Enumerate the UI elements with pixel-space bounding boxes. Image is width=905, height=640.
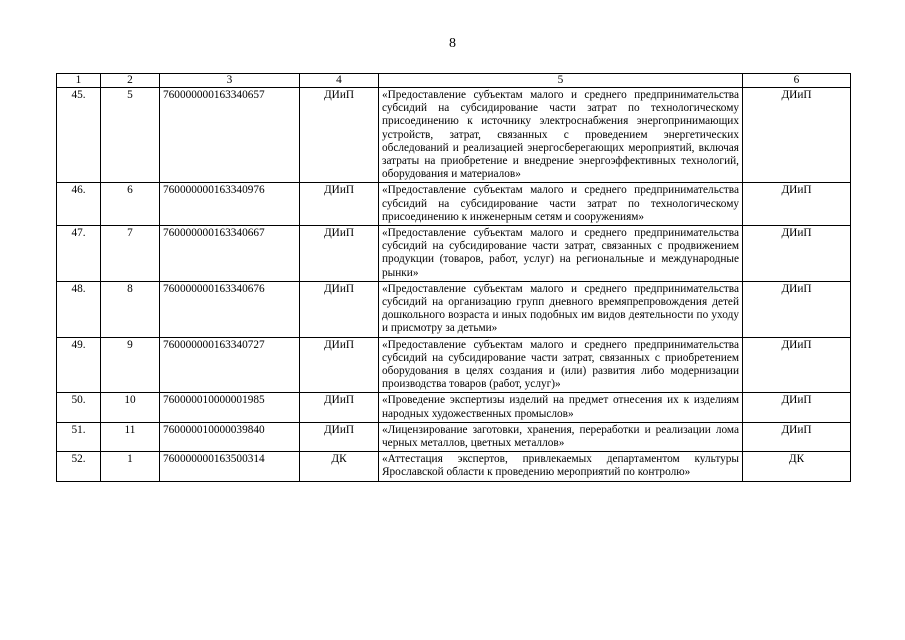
row-index: 5 [101,88,160,183]
department: ДИиП [300,337,379,393]
responsible-department: ДИиП [743,88,851,183]
row-number: 45. [57,88,101,183]
row-index: 10 [101,393,160,422]
department: ДИиП [300,88,379,183]
header-col-1: 1 [57,74,101,88]
row-number: 51. [57,422,101,451]
department: ДИиП [300,183,379,226]
responsible-department: ДИиП [743,183,851,226]
service-name: «Предоставление субъектам малого и среднего предпринимательства субсидий на субсидирование части затрат по технологическому присоединению к источнику электроснабжения энергопринимающих устройств, затрат, связанных с проведением энергетических обследований и реализацией энергосберегающих мероприятий, включая затраты на приобретение и внедрение энергоэффективных технологий, оборудования и материалов» [379,88,743,183]
service-name: «Проведение экспертизы изделий на предмет отнесения их к изделиям народных художественных промыслов» [379,393,743,422]
table-row [57,452,851,481]
row-index: 7 [101,226,160,282]
service-code: 760000000163340976 [160,183,300,226]
service-code: 760000000163340727 [160,337,300,393]
table-row [57,226,851,282]
header-col-2: 2 [101,74,160,88]
page-number: 8 [449,36,456,51]
service-code: 760000010000001985 [160,393,300,422]
department: ДК [300,452,379,481]
header-col-6: 6 [743,74,851,88]
row-number: 46. [57,183,101,226]
responsible-department: ДИиП [743,393,851,422]
table-row [57,337,851,393]
row-number: 48. [57,281,101,337]
service-code: 760000000163340657 [160,88,300,183]
row-index: 11 [101,422,160,451]
responsible-department: ДИиП [743,226,851,282]
department: ДИиП [300,422,379,451]
table-row [57,422,851,451]
service-name: «Предоставление субъектам малого и среднего предпринимательства субсидий на субсидирование части затрат по технологическому присоединению к инженерным сетям и сооружениям» [379,183,743,226]
services-registry-table [56,73,851,482]
service-name: «Лицензирование заготовки, хранения, переработки и реализации лома черных металлов, цветных металлов» [379,422,743,451]
header-row [57,74,851,88]
service-name: «Предоставление субъектам малого и среднего предпринимательства субсидий на субсидирование части затрат, связанных с приобретением оборудования в целях создания и (или) развития либо модернизации производства товаров (работ, услуг)» [379,337,743,393]
department: ДИиП [300,226,379,282]
row-index: 6 [101,183,160,226]
table-row [57,183,851,226]
table-row [57,88,851,183]
row-number: 50. [57,393,101,422]
service-name: «Аттестация экспертов, привлекаемых департаментом культуры Ярославской области к проведению мероприятий по контролю» [379,452,743,481]
service-name: «Предоставление субъектам малого и среднего предпринимательства субсидий на субсидирование части затрат, связанных с продвижением продукции (товаров, работ, услуг) на региональные и международные рынки» [379,226,743,282]
header-col-4: 4 [300,74,379,88]
responsible-department: ДИиП [743,422,851,451]
department: ДИиП [300,393,379,422]
service-code: 760000010000039840 [160,422,300,451]
header-col-3: 3 [160,74,300,88]
service-name: «Предоставление субъектам малого и среднего предпринимательства субсидий на организацию групп дневного времяпрепровождения детей дошкольного возраста и иных подобных им видов деятельности по уходу и присмотру за детьми» [379,281,743,337]
row-index: 1 [101,452,160,481]
service-code: 760000000163340676 [160,281,300,337]
department: ДИиП [300,281,379,337]
row-number: 47. [57,226,101,282]
row-index: 9 [101,337,160,393]
service-code: 760000000163340667 [160,226,300,282]
table-row [57,281,851,337]
row-number: 52. [57,452,101,481]
row-number: 49. [57,337,101,393]
responsible-department: ДИиП [743,281,851,337]
table-row [57,393,851,422]
header-col-5: 5 [379,74,743,88]
row-index: 8 [101,281,160,337]
responsible-department: ДИиП [743,337,851,393]
service-code: 760000000163500314 [160,452,300,481]
responsible-department: ДК [743,452,851,481]
